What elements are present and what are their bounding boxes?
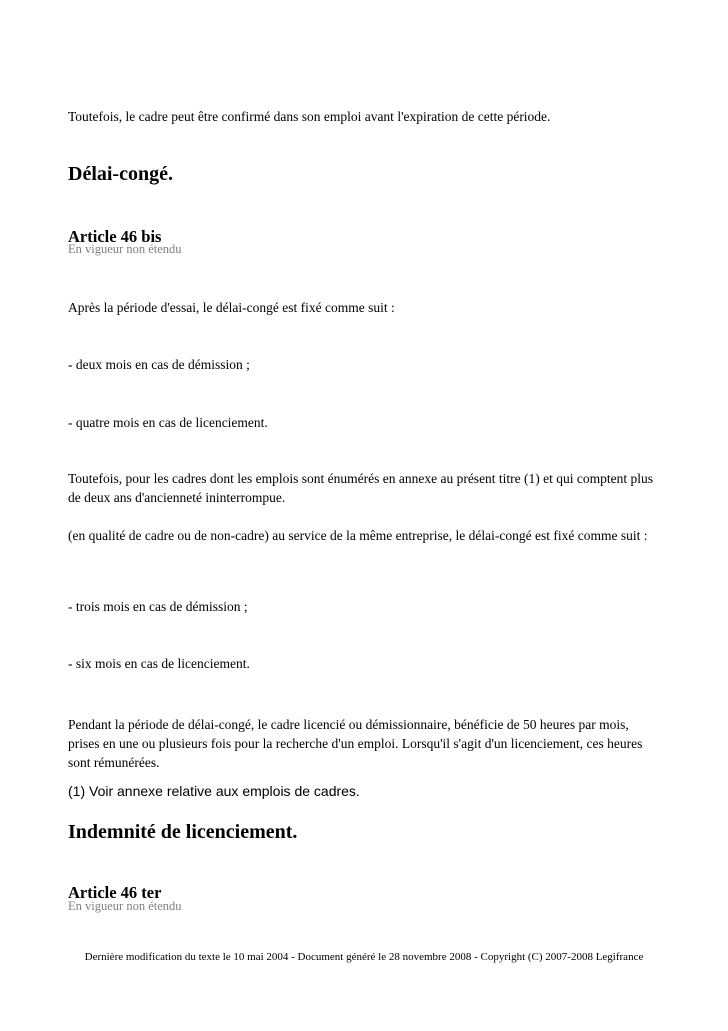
article-title-46-ter: Article 46 ter: [68, 883, 162, 902]
footnote-annexe-cadres: (1) Voir annexe relative aux emplois de cadres.: [68, 783, 360, 799]
paragraph-delai-fixe: Après la période d'essai, le délai-congé est fixé comme suit :: [68, 300, 395, 315]
intro-paragraph: Toutefois, le cadre peut être confirmé dans son emploi avant l'expiration de cette période.: [68, 109, 551, 124]
article-title-46-bis: Article 46 bis: [68, 227, 162, 246]
paragraph-cadres-annexe: Toutefois, pour les cadres dont les emplois sont énumérés en annexe au présent titre (1) et qui comptent plus de deux ans d'ancienneté ininterrompue.: [68, 471, 654, 505]
article-status-46-ter: En vigueur non étendu: [68, 899, 182, 913]
paragraph-quatre-mois: - quatre mois en cas de licenciement.: [68, 415, 268, 430]
paragraph-six-mois: - six mois en cas de licenciement.: [68, 656, 250, 671]
paragraph-trois-mois: - trois mois en cas de démission ;: [68, 599, 248, 614]
paragraph-heures-recherche: Pendant la période de délai-congé, le cadre licencié ou démissionnaire, bénéficie de 50 heures par mois, prises en une ou plusieurs fois pour la recherche d'un emploi. Lorsqu'il s'agit d'un licenciement, ces heures sont rémunérées.: [68, 717, 643, 770]
page-footer: Dernière modification du texte le 10 mai 2004 - Document généré le 28 novembre 2008 - Copyright (C) 2007-2008 Legifrance: [84, 951, 644, 963]
paragraph-meme-entreprise: (en qualité de cadre ou de non-cadre) au service de la même entreprise, le délai-congé est fixé comme suit :: [68, 528, 648, 543]
article-status-46-bis: En vigueur non étendu: [68, 242, 182, 256]
section-heading-indemnite: Indemnité de licenciement.: [68, 821, 298, 843]
paragraph-deux-mois: - deux mois en cas de démission ;: [68, 357, 250, 372]
section-heading-delai-conge: Délai-congé.: [68, 163, 173, 185]
